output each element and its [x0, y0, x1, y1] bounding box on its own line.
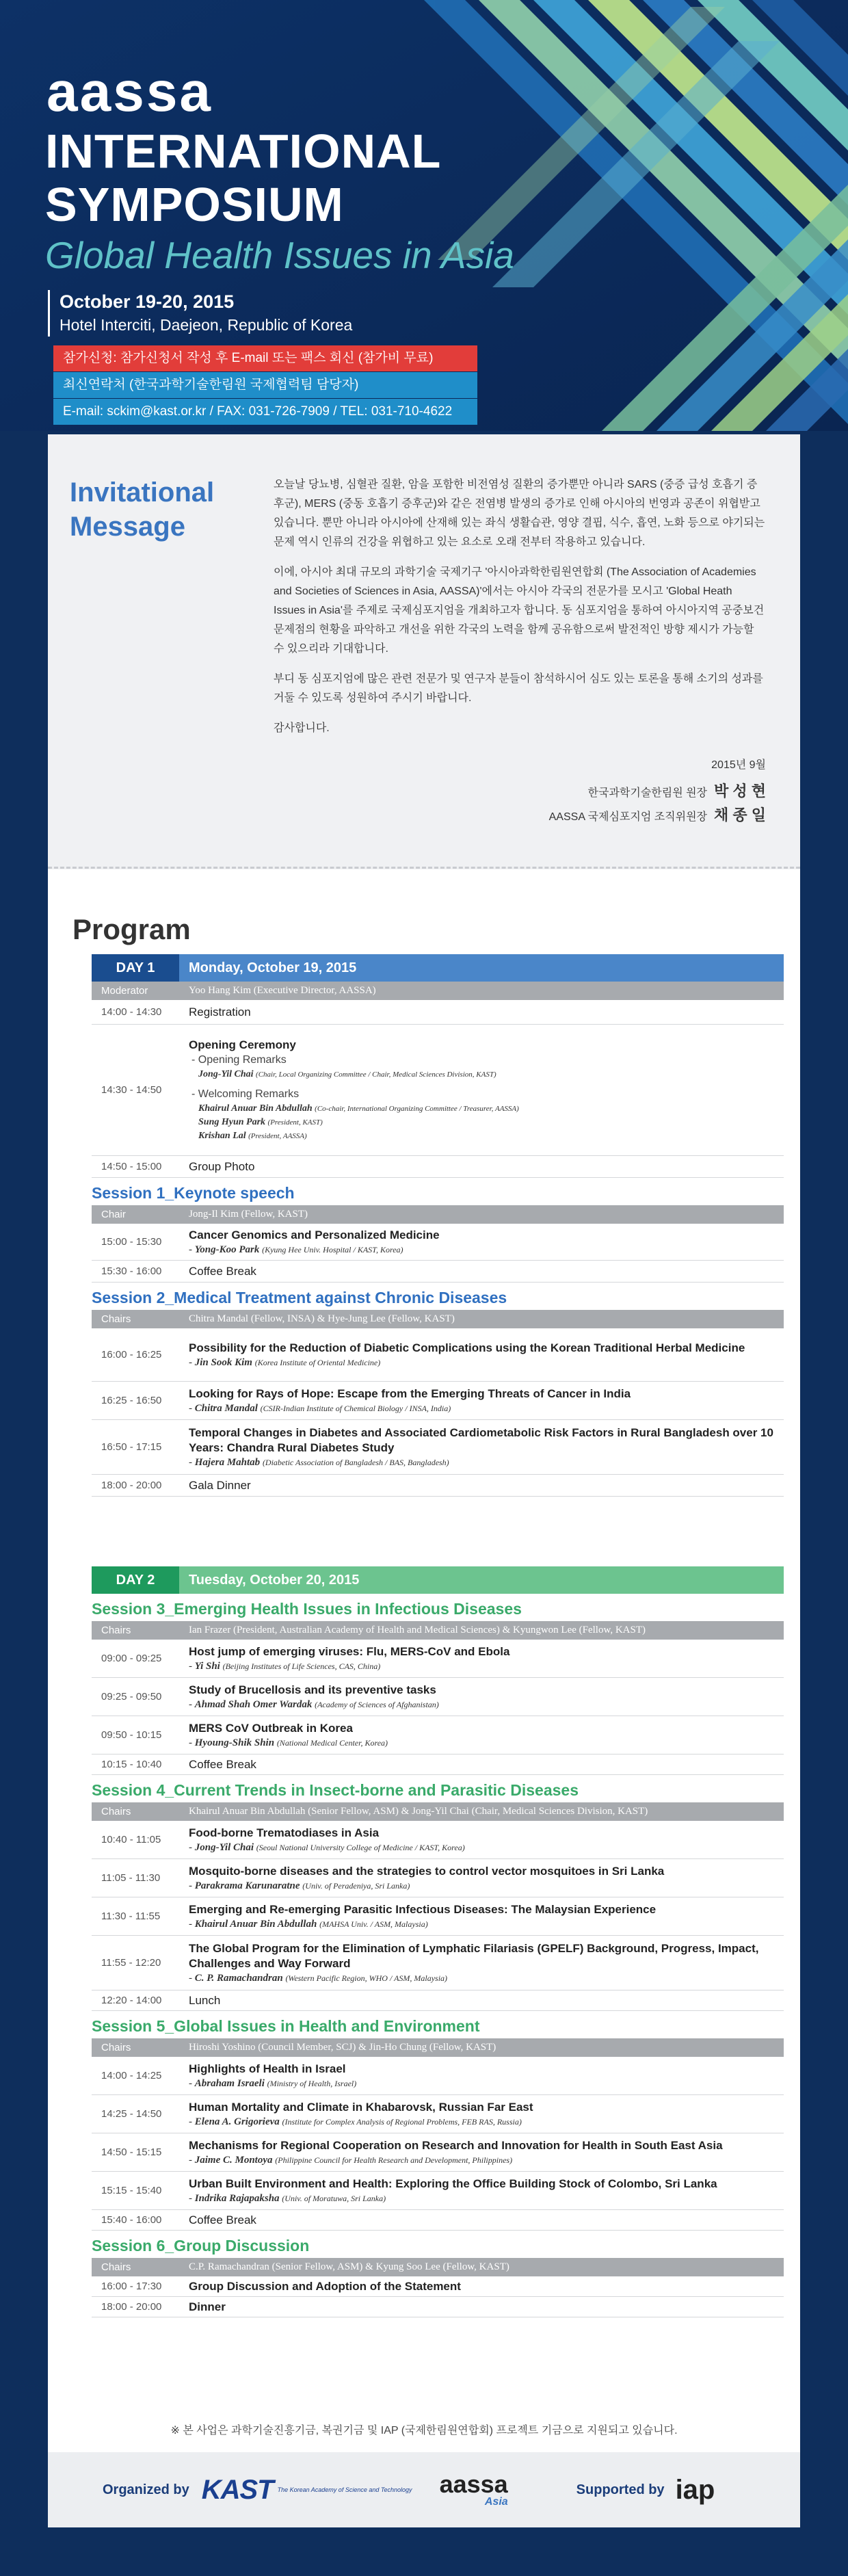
- subheading: - Welcoming Remarks: [191, 1088, 300, 1100]
- talk-title: Human Mortality and Climate in Khabarovsk, Russian Far East: [189, 2100, 533, 2114]
- row-time: 16:50 - 17:15: [101, 1441, 162, 1453]
- chair-label: Chair: [101, 1209, 126, 1220]
- speaker: - Abraham Israeli (Ministry of Health, Israel): [189, 2077, 357, 2089]
- row-time: 14:50 - 15:00: [101, 1161, 162, 1172]
- funding-note: ※ 본 사업은 과학기술진흥기금, 복권기금 및 IAP (국제한림원연합회) 프로젝트 기금으로 지원되고 있습니다.: [170, 2425, 678, 2436]
- speaker-aff: (CSIR-Indian Institute of Chemical Biology / INSA, India): [260, 1403, 451, 1413]
- day-label: DAY 1: [92, 954, 179, 982]
- table-row: [92, 1859, 784, 1897]
- day2-table: [92, 1566, 784, 2317]
- contact-details: E-mail: sckim@kast.or.kr / FAX: 031-726-7909 / TEL: 031-710-4622: [53, 399, 477, 425]
- iap-logo: iap: [675, 2474, 715, 2505]
- talk-title: Host jump of emerging viruses: Flu, MERS-CoV and Ebola: [189, 1644, 510, 1658]
- table-row: [92, 1420, 784, 1475]
- table-row: [92, 1640, 784, 1678]
- speaker-name: Chitra Mandal: [194, 1402, 258, 1414]
- table-row: [92, 1678, 784, 1716]
- talk-title: MERS CoV Outbreak in Korea: [189, 1721, 353, 1735]
- supported-label: Supported by: [576, 2482, 665, 2497]
- chair-name: C.P. Ramachandran (Senior Fellow, ASM) & Kyung Soo Lee (Fellow, KAST): [189, 2261, 509, 2272]
- sig-role: 한국과학기술한림원 원장: [587, 787, 708, 799]
- table-row: [92, 1897, 784, 1936]
- aassa-wordmark: aassa: [439, 2470, 508, 2498]
- row-time: 15:00 - 15:30: [101, 1236, 162, 1248]
- talk-title: Food-borne Trematodiases in Asia: [189, 1826, 380, 1839]
- date-venue: [48, 290, 352, 337]
- subtitle: Global Health Issues in Asia: [45, 234, 514, 276]
- speaker: - Elena A. Grigorieva (Institute for Complex Analysis of Regional Problems, FEB RAS, Russia): [189, 2116, 522, 2127]
- speaker: - Indrika Rajapaksha (Univ. of Moratuwa, Sri Lanka): [189, 2192, 386, 2204]
- event-venue: Hotel Interciti, Daejeon, Republic of Korea: [59, 316, 353, 334]
- table-row: [92, 2172, 784, 2210]
- speaker-aff: (Western Pacific Region, WHO / ASM, Malaysia): [285, 1973, 448, 1983]
- speaker-name: Khairul Anuar Bin Abdullah: [198, 1103, 313, 1114]
- speaker: - Yong-Koo Park (Kyung Hee Univ. Hospital / KAST, Korea): [189, 1244, 403, 1255]
- speaker: - Hyoung-Shik Shin (National Medical Center, Korea): [189, 1737, 388, 1748]
- speaker-name: Parakrama Karunaratne: [194, 1880, 300, 1891]
- speaker-name: Elena A. Grigorieva: [194, 2116, 280, 2127]
- talk-title: Mechanisms for Regional Cooperation on Research and Innovation for Health in South East Asia: [189, 2138, 723, 2152]
- speaker: - Ahmad Shah Omer Wardak (Academy of Sciences of Afghanistan): [189, 1698, 439, 1710]
- table-row: [92, 1224, 784, 1261]
- row-time: 14:50 - 15:15: [101, 2146, 162, 2158]
- table-row: [92, 2095, 784, 2133]
- speaker-name: Jong-Yil Chai: [194, 1841, 254, 1853]
- row-time: 15:15 - 15:40: [101, 2185, 162, 2196]
- row-time: 16:25 - 16:50: [101, 1395, 162, 1406]
- talk-title: Possibility for the Reduction of Diabetic Complications using the Korean Traditional Herbal Medicine: [189, 1341, 745, 1354]
- row-time: 14:30 - 14:50: [101, 1084, 162, 1096]
- talk-title: Looking for Rays of Hope: Escape from the Emerging Threats of Cancer in India: [189, 1386, 631, 1400]
- chair-bar: [92, 2038, 784, 2057]
- speaker: - Chitra Mandal (CSIR-Indian Institute of Chemical Biology / INSA, India): [189, 1402, 451, 1414]
- session-4-title: Session 4_Current Trends in Insect-borne and Parasitic Diseases: [92, 1781, 579, 1799]
- talk-title: Highlights of Health in Israel: [189, 2062, 346, 2075]
- invitation-title-line1: Invitational: [70, 477, 215, 508]
- table-row: [92, 1821, 784, 1859]
- registration-info: [53, 345, 477, 425]
- hero-banner: [0, 0, 848, 431]
- table-row: [92, 1382, 784, 1420]
- table-row: [92, 1000, 784, 1025]
- invitation-title-line2: Message: [70, 512, 185, 542]
- invitation-title: [70, 475, 214, 544]
- speaker-aff: (Kyung Hee Univ. Hospital / KAST, Korea): [262, 1244, 403, 1254]
- paragraph: 이에, 아시아 최대 규모의 과학기술 국제기구 '아시아과학한림원연합회 (The Association of Academies and Societies of Sciences in Asia, AASSA)'에서는 아시아 각국의 전문가를 모시고 'Global Heath Issues in Asia'를 주제로 국제심포지엄을 개최하고자 합니다. 동 심포지엄을 통하여 아시아지역 공중보건 문제점의 현황을 파악하고 개선을 위한 각국의 노력을 함께 공유함으로써 발전적인 방향 제시가 가능할 수 있으리라 기대합니다.: [274, 566, 765, 655]
- event-dates: October 19-20, 2015: [59, 291, 235, 312]
- speaker-name: Jaime C. Montoya: [194, 2154, 273, 2166]
- row-time: 10:40 - 11:05: [101, 1834, 161, 1845]
- row-time: 18:00 - 20:00: [101, 2301, 162, 2313]
- day-label: DAY 2: [92, 1566, 179, 1594]
- table-row: [92, 1156, 784, 1178]
- speaker: - Jin Sook Kim (Korea Institute of Oriental Medicine): [189, 1356, 381, 1368]
- aassa-footer-logo: [440, 2472, 508, 2508]
- chair-label: Chairs: [101, 2261, 131, 2273]
- row-time: 16:00 - 17:30: [101, 2281, 162, 2292]
- kast-logo: KAST: [201, 2474, 274, 2505]
- talk-title: The Global Program for the Elimination of Lymphatic Filariasis (GPELF) Background, Progress, Impact, Challenges and Way Forward: [189, 1941, 759, 1970]
- title-line-2: SYMPOSIUM: [45, 178, 344, 231]
- table-row: [92, 1990, 784, 2011]
- speaker: - Khairul Anuar Bin Abdullah (MAHSA Univ. / ASM, Malaysia): [189, 1918, 428, 1930]
- speaker-aff: (Philippine Council for Health Research and Development, Philippines): [275, 2155, 513, 2165]
- table-row: [92, 1716, 784, 1754]
- row-time: 09:00 - 09:25: [101, 1653, 162, 1664]
- session-3-title: Session 3_Emerging Health Issues in Infectious Diseases: [92, 1600, 522, 1618]
- row-time: 11:05 - 11:30: [101, 1872, 161, 1884]
- chair-label: Moderator: [101, 985, 148, 997]
- content-card: [48, 434, 800, 2527]
- row-title: Lunch: [189, 1993, 221, 2007]
- speaker-aff: (Univ. of Moratuwa, Sri Lanka): [282, 2193, 386, 2203]
- speaker-name: Jin Sook Kim: [194, 1356, 252, 1368]
- speaker-name: Indrika Rajapaksha: [194, 2192, 280, 2204]
- speaker-aff: (President, AASSA): [248, 1131, 307, 1140]
- row-title: Coffee Break: [189, 1757, 256, 1771]
- chair-name: Jong-Il Kim (Fellow, KAST): [189, 1209, 308, 1220]
- invitation-body: [274, 475, 766, 749]
- speaker-name: Jong-Yil Chai: [198, 1068, 254, 1079]
- speaker-aff: (Chair, Local Organizing Committee / Chair, Medical Sciences Division, KAST): [256, 1070, 496, 1079]
- row-title: Group Discussion and Adoption of the Statement: [189, 2279, 461, 2293]
- subheading: - Opening Remarks: [191, 1053, 287, 1066]
- talk-title: Mosquito-borne diseases and the strategies to control vector mosquitoes in Sri Lanka: [189, 1864, 665, 1878]
- row-title: Registration: [189, 1005, 251, 1018]
- speaker-name: Abraham Israeli: [194, 2077, 265, 2089]
- speaker-name: Yong-Koo Park: [194, 1244, 260, 1255]
- speaker-aff: (National Medical Center, Korea): [276, 1737, 388, 1748]
- speaker-name: Ahmad Shah Omer Wardak: [194, 1698, 313, 1710]
- speaker: - Jong-Yil Chai (Seoul National University College of Medicine / KAST, Korea): [189, 1841, 465, 1853]
- chair-label: Chairs: [101, 1625, 131, 1636]
- row-title: Group Photo: [189, 1159, 255, 1173]
- session-1-title: Session 1_Keynote speech: [92, 1184, 295, 1202]
- speaker: - Yi Shi (Beijing Institutes of Life Sciences, CAS, China): [189, 1660, 381, 1672]
- speaker-aff: (Univ. of Peradeniya, Sri Lanka): [302, 1880, 410, 1891]
- aassa-sub: Asia: [484, 2496, 508, 2508]
- speaker-name: Khairul Anuar Bin Abdullah: [194, 1918, 317, 1930]
- speaker: - Hajera Mahtab (Diabetic Association of Bangladesh / BAS, Bangladesh): [189, 1456, 449, 1468]
- signature-2: [549, 804, 766, 825]
- speaker-aff: (Co-chair, International Organizing Committee / Treasurer, AASSA): [315, 1104, 519, 1113]
- table-row: [92, 1025, 784, 1156]
- sig-role: AASSA 국제심포지엄 조직위원장: [548, 811, 708, 823]
- table-row: [92, 2297, 784, 2317]
- table-row: [92, 2057, 784, 2095]
- row-time: 11:30 - 11:55: [101, 1910, 161, 1922]
- row-time: 14:00 - 14:25: [101, 2070, 162, 2081]
- chair-name: Chitra Mandal (Fellow, INSA) & Hye-Jung Lee (Fellow, KAST): [189, 1313, 455, 1324]
- speaker-aff: (Academy of Sciences of Afghanistan): [315, 1699, 439, 1709]
- registration-line: 참가신청: 참가신청서 작성 후 E-mail 또는 팩스 회신 (참가비 무료): [53, 345, 477, 371]
- day-date: Monday, October 19, 2015: [179, 954, 784, 982]
- aassa-logo: aassa: [47, 61, 213, 123]
- speaker-aff: (Beijing Institutes of Life Sciences, CAS, China): [222, 1661, 381, 1671]
- chair-bar: [92, 1621, 784, 1640]
- row-time: 10:15 - 10:40: [101, 1759, 162, 1770]
- chair-label: Chairs: [101, 1313, 131, 1325]
- chair-bar: [92, 1310, 784, 1328]
- day2-header: [92, 1566, 784, 1594]
- row-time: 14:00 - 14:30: [101, 1006, 162, 1018]
- chair-bar: [92, 1802, 784, 1821]
- chair-name: Ian Frazer (President, Australian Academy of Health and Medical Sciences) & Kyungwon Lee (Fellow, KAST): [189, 1625, 646, 1635]
- talk-title: Study of Brucellosis and its preventive tasks: [189, 1683, 436, 1696]
- dashed-divider: [48, 867, 800, 869]
- chair-name: Hiroshi Yoshino (Council Member, SCJ) & Jin-Ho Chung (Fellow, KAST): [189, 2042, 496, 2053]
- talk-title: Cancer Genomics and Personalized Medicine: [189, 1228, 440, 1241]
- session-5-title: Session 5_Global Issues in Health and Environment: [92, 2017, 480, 2035]
- chair-bar: [92, 1205, 784, 1224]
- letter-date: 2015년 9월: [711, 759, 766, 771]
- row-title: Coffee Break: [189, 1264, 256, 1278]
- table-row: [92, 2133, 784, 2172]
- speaker-aff: (MAHSA Univ. / ASM, Malaysia): [319, 1919, 428, 1929]
- speaker: - Jaime C. Montoya (Philippine Council for Health Research and Development, Philippines): [189, 2154, 513, 2166]
- table-row: [92, 2210, 784, 2231]
- session-2-title: Session 2_Medical Treatment against Chronic Diseases: [92, 1289, 507, 1306]
- session-6-title: Session 6_Group Discussion: [92, 2237, 310, 2255]
- day-date: Tuesday, October 20, 2015: [179, 1566, 784, 1594]
- day1-header: [92, 954, 784, 982]
- speaker-name: Sung Hyun Park: [198, 1116, 266, 1127]
- row-time: 09:50 - 10:15: [101, 1729, 162, 1741]
- speaker: [189, 1129, 784, 1143]
- speaker-aff: (Diabetic Association of Bangladesh / BAS, Bangladesh): [262, 1457, 449, 1467]
- sig-name: 채 종 일: [714, 806, 766, 824]
- speaker-aff: (Seoul National University College of Medicine / KAST, Korea): [256, 1842, 465, 1852]
- row-time: 18:00 - 20:00: [101, 1480, 162, 1491]
- chair-name: Yoo Hang Kim (Executive Director, AASSA): [189, 985, 376, 996]
- speaker: [189, 1102, 784, 1116]
- signature-1: [588, 780, 766, 801]
- contact-line: 최신연락처 (한국과학기술한림원 국제협력팀 담당자): [53, 372, 477, 398]
- row-title: Dinner: [189, 2300, 226, 2313]
- paragraph: 감사합니다.: [274, 722, 330, 734]
- program-title: Program: [72, 913, 191, 945]
- table-row: [92, 1261, 784, 1283]
- footer: [48, 2452, 800, 2527]
- speaker-aff: (President, KAST): [267, 1118, 323, 1127]
- talk-title: Temporal Changes in Diabetes and Associated Cardiometabolic Risk Factors in Rural Bangladesh over 10 Years: Chandra Rural Diabetes Study: [189, 1425, 773, 1454]
- organized-label: Organized by: [103, 2482, 189, 2497]
- table-row: [92, 1754, 784, 1775]
- row-time: 11:55 - 12:20: [101, 1957, 161, 1969]
- talk-title: Urban Built Environment and Health: Exploring the Office Building Stock of Colombo, Sri Lanka: [189, 2177, 717, 2190]
- table-row: [92, 1328, 784, 1382]
- chair-label: Chairs: [101, 1806, 131, 1817]
- row-time: 15:40 - 16:00: [101, 2214, 162, 2226]
- speaker-name: Hyoung-Shik Shin: [194, 1737, 275, 1748]
- speaker: - Parakrama Karunaratne (Univ. of Peradeniya, Sri Lanka): [189, 1880, 410, 1891]
- speaker-aff: (Korea Institute of Oriental Medicine): [254, 1357, 381, 1367]
- invitation-section: [48, 434, 800, 869]
- row-time: 14:25 - 14:50: [101, 2108, 162, 2120]
- speaker: - C. P. Ramachandran (Western Pacific Region, WHO / ASM, Malaysia): [189, 1972, 448, 1984]
- kast-subtitle: The Korean Academy of Science and Technology: [277, 2486, 412, 2493]
- talk-title: Emerging and Re-emerging Parasitic Infectious Diseases: The Malaysian Experience: [189, 1902, 657, 1916]
- speaker-name: C. P. Ramachandran: [194, 1972, 283, 1984]
- chair-name: Khairul Anuar Bin Abdullah (Senior Fellow, ASM) & Jong-Yil Chai (Chair, Medical Sciences Division, KAST): [189, 1806, 648, 1817]
- moderator-bar: [92, 982, 784, 1000]
- paragraph: 부디 동 심포지엄에 많은 관련 전문가 및 연구자 분들이 참석하시어 심도 있는 토론을 통해 소기의 성과를 거둘 수 있도록 성원하여 주시기 바랍니다.: [274, 673, 763, 704]
- chair-bar: [92, 2258, 784, 2276]
- speaker-name: Hajera Mahtab: [194, 1456, 261, 1468]
- speaker-aff: (Institute for Complex Analysis of Regional Problems, FEB RAS, Russia): [282, 2116, 522, 2127]
- paragraph: 오늘날 당뇨병, 심혈관 질환, 암을 포함한 비전염성 질환의 증가뿐만 아니라 SARS (중증 급성 호흡기 증후군), MERS (중동 호흡기 증후군)와 같은 전염병 발생의 증가로 인해 아시아의 번영과 공존이 위협받고 있습니다. 뿐만 아니라 아시아에 산재해 있는 좌식 생활습관, 영양 결핍, 식수, 흡연, 노화 등으로 야기되는 문제 역시 인류의 건강을 위협하고 있는 요소로 오래 전부터 작용하고 있습니다.: [274, 479, 765, 548]
- title-line-1: INTERNATIONAL: [45, 124, 442, 178]
- row-time: 09:25 - 09:50: [101, 1691, 162, 1703]
- speaker: [189, 1068, 784, 1081]
- row-time: 15:30 - 16:00: [101, 1265, 162, 1277]
- sig-name: 박 성 현: [714, 783, 766, 800]
- row-title: Coffee Break: [189, 2213, 256, 2226]
- day1-table: [92, 954, 784, 1497]
- speaker: [189, 1116, 784, 1129]
- speaker-name: Krishan Lal: [198, 1130, 246, 1141]
- row-title: Gala Dinner: [189, 1478, 251, 1492]
- table-row: [92, 1936, 784, 1990]
- table-row: [92, 1475, 784, 1497]
- table-row: [92, 2276, 784, 2297]
- row-title: Opening Ceremony: [189, 1038, 296, 1051]
- row-time: 16:00 - 16:25: [101, 1349, 162, 1361]
- row-time: 12:20 - 14:00: [101, 1995, 162, 2006]
- speaker-name: Yi Shi: [194, 1660, 220, 1672]
- speaker-aff: (Ministry of Health, Israel): [267, 2078, 357, 2088]
- chair-label: Chairs: [101, 2042, 131, 2053]
